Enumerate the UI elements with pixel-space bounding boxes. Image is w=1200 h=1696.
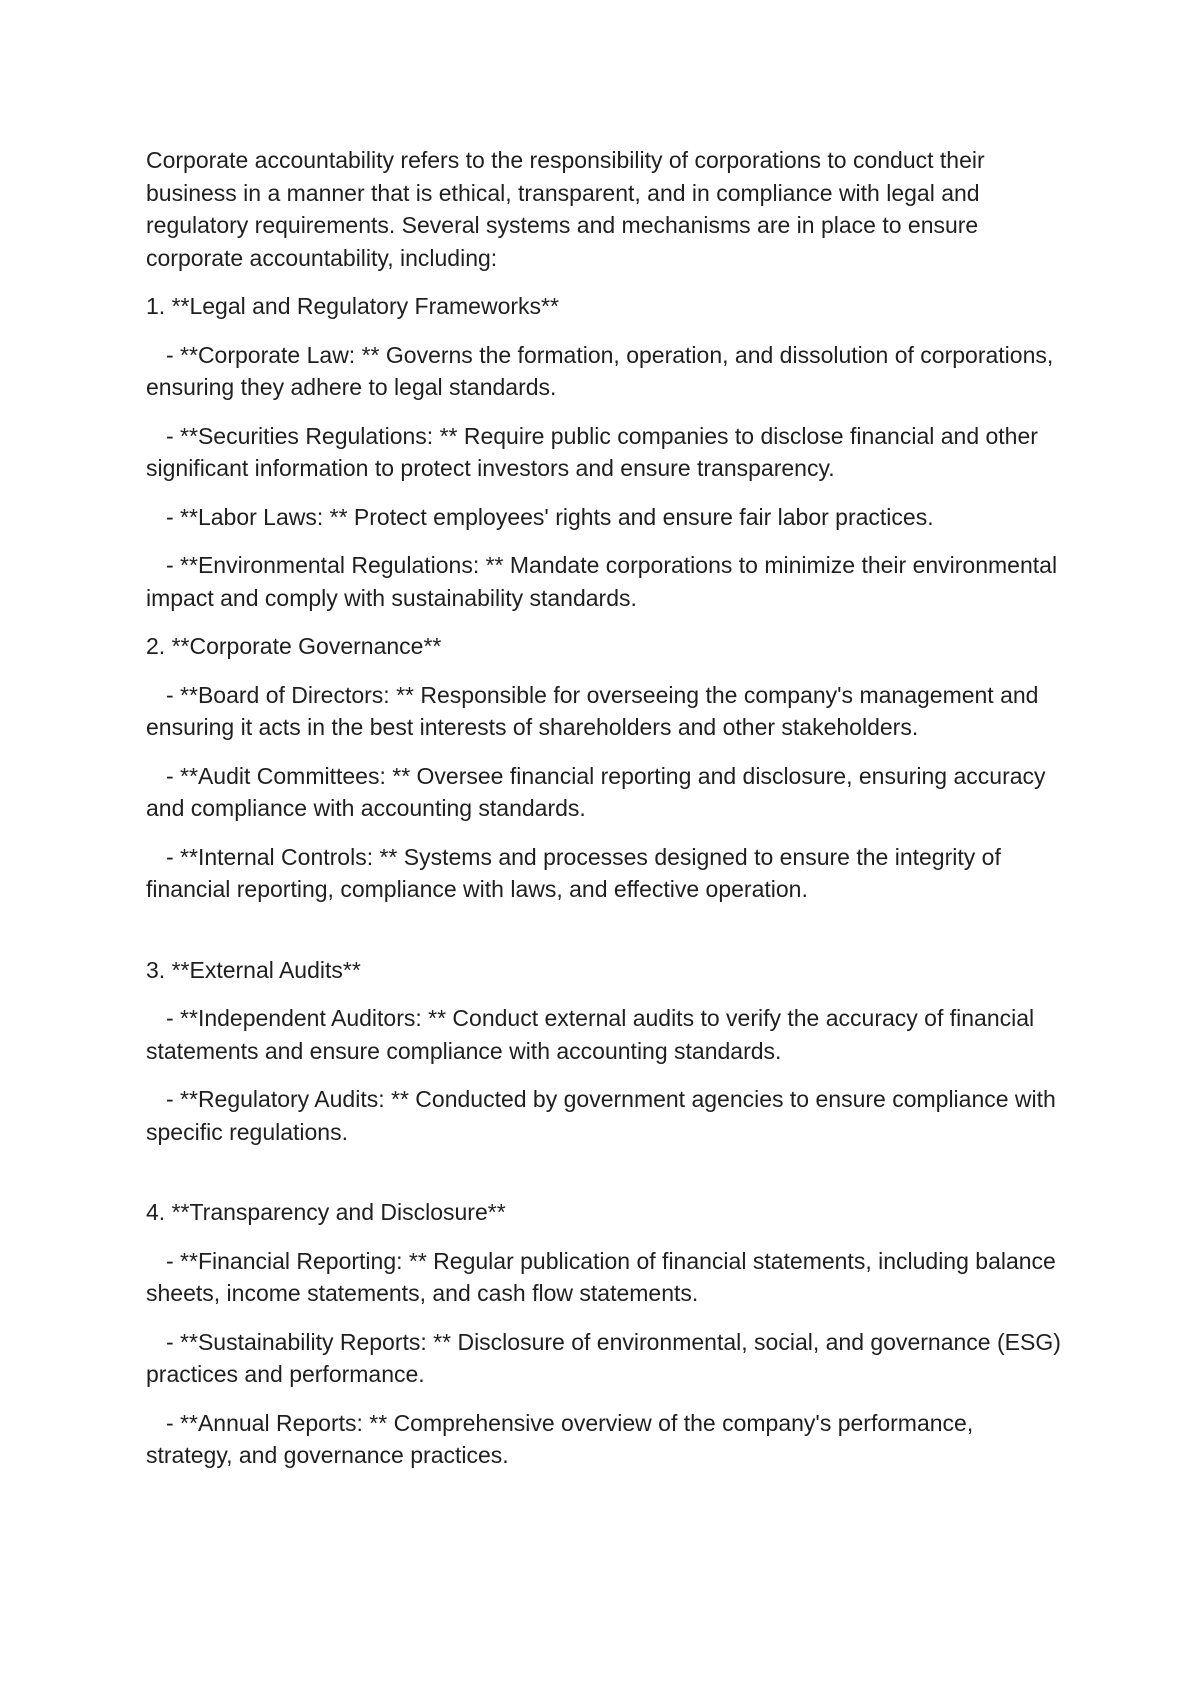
list-item: [146, 1245, 1066, 1310]
list-item-text: - **Internal Controls: ** Systems and processes designed to ensure the integrity of financial reporting, compliance with laws, and effective operation.: [146, 843, 1001, 902]
list-item-text: - **Board of Directors: ** Responsible for overseeing the company's management and ensuring it acts in the best interests of shareholders and other stakeholders.: [146, 681, 1039, 740]
list-item: [146, 760, 1066, 825]
list-item: [146, 841, 1066, 906]
list-item-text: - **Sustainability Reports: ** Disclosure of environmental, social, and governance (ESG) practices and performance.: [146, 1328, 1061, 1387]
list-item: [146, 1326, 1066, 1391]
list-item: [146, 1083, 1066, 1148]
section-heading: 2. **Corporate Governance**: [146, 633, 442, 659]
list-item: [146, 501, 1066, 534]
intro-paragraph: Corporate accountability refers to the responsibility of corporations to conduct their business in a manner that is ethical, transparent, and in compliance with legal and regulatory requirements. Several systems and mechanisms are in place to ensure corporate accountability, including:: [146, 147, 985, 271]
section-heading: 4. **Transparency and Disclosure**: [146, 1199, 506, 1225]
list-item-text: - **Corporate Law: ** Governs the formation, operation, and dissolution of corporations, ensuring they adhere to legal standards.: [146, 341, 1054, 400]
list-item-text: - **Labor Laws: ** Protect employees' rights and ensure fair labor practices.: [166, 503, 934, 530]
list-item-text: - **Regulatory Audits: ** Conducted by government agencies to ensure compliance with specific regulations.: [146, 1086, 1056, 1145]
list-item: [146, 549, 1066, 614]
blank-line: [146, 1164, 1066, 1196]
section-heading: 3. **External Audits**: [146, 956, 361, 983]
list-item: [146, 1002, 1066, 1067]
list-item-text: - **Financial Reporting: ** Regular publication of financial statements, including balance sheets, income statements, and cash flow statements.: [146, 1247, 1056, 1306]
list-item-text: - **Audit Committees: ** Oversee financial reporting and disclosure, ensuring accuracy and compliance with accounting standards.: [146, 762, 1046, 821]
list-item: [146, 1407, 1066, 1472]
list-item: [146, 420, 1066, 485]
list-item-text: - **Independent Auditors: ** Conduct external audits to verify the accuracy of financial statements and ensure compliance with accounting standards.: [146, 1005, 1035, 1064]
list-item: [146, 679, 1066, 744]
list-item-text: - **Annual Reports: ** Comprehensive overview of the company's performance, strategy, and governance practices.: [146, 1409, 974, 1468]
list-item-text: - **Securities Regulations: ** Require public companies to disclose financial and other significant information to protect investors and ensure transparency.: [146, 422, 1038, 481]
blank-line: [146, 922, 1066, 954]
section-heading: 1. **Legal and Regulatory Frameworks**: [146, 293, 559, 319]
list-item-text: - **Environmental Regulations: ** Mandate corporations to minimize their environmental impact and comply with sustainability standards.: [146, 552, 1058, 611]
list-item: [146, 339, 1066, 404]
document-body: [146, 144, 1066, 1488]
